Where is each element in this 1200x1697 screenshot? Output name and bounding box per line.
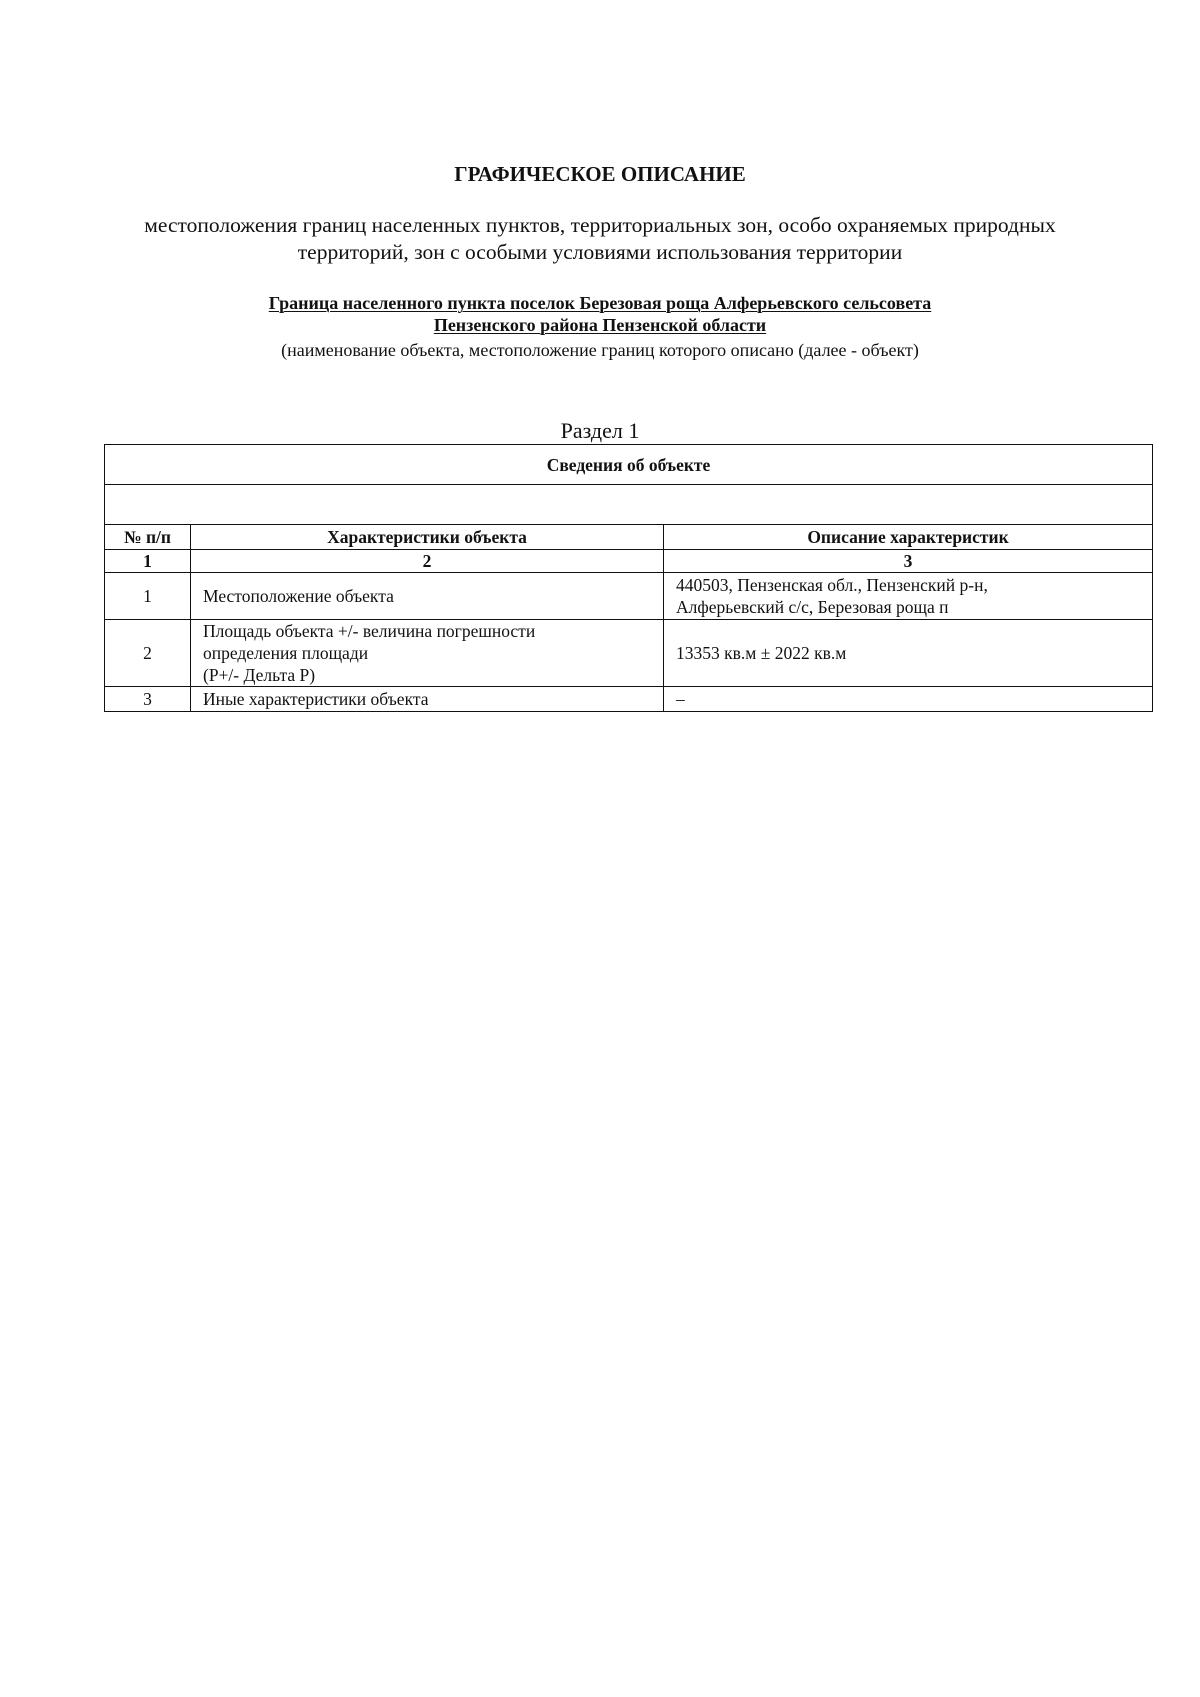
header-characteristic: Характеристики объекта <box>191 525 664 550</box>
section-label: Раздел 1 <box>560 418 640 443</box>
row-number: 1 <box>105 573 191 620</box>
document-subtitle <box>100 212 1100 266</box>
object-name <box>0 292 1200 336</box>
cell-line: – <box>676 689 685 709</box>
row-characteristic <box>191 620 664 687</box>
column-number: 3 <box>664 550 1153 573</box>
row-description <box>664 573 1153 620</box>
table-header-row <box>105 525 1153 550</box>
subtitle-line: территорий, зон с особыми условиями использования территории <box>297 240 903 264</box>
header-number: № п/п <box>105 525 191 550</box>
table-row <box>105 687 1153 712</box>
document-title: ГРАФИЧЕСКОЕ ОПИСАНИЕ <box>454 162 746 186</box>
column-number: 1 <box>105 550 191 573</box>
cell-line: 440503, Пензенская обл., Пензенский р-н, <box>676 575 988 595</box>
table-row <box>105 620 1153 687</box>
object-name-caption: (наименование объекта, местоположение границ которого описано (далее - объект) <box>281 340 919 360</box>
column-number: 2 <box>191 550 664 573</box>
cell-line: (P+/- Дельта P) <box>203 665 316 685</box>
cell-line: определения площади <box>203 643 369 663</box>
table-row <box>105 573 1153 620</box>
row-characteristic <box>191 687 664 712</box>
table-empty-row <box>105 485 1153 525</box>
row-number: 2 <box>105 620 191 687</box>
object-name-line: Граница населенного пункта поселок Березовая роща Алферьевского сельсовета <box>268 293 932 313</box>
table-empty-cell <box>105 485 1153 525</box>
cell-line: Алферьевский с/с, Березовая роща п <box>676 597 949 617</box>
cell-line: Местоположение объекта <box>203 586 394 606</box>
subtitle-line: местоположения границ населенных пунктов, территориальных зон, особо охраняемых природных <box>144 213 1056 237</box>
table-caption: Сведения об объекте <box>105 445 1153 485</box>
header-description: Описание характеристик <box>664 525 1153 550</box>
row-description <box>664 687 1153 712</box>
row-number: 3 <box>105 687 191 712</box>
table-column-numbers-row <box>105 550 1153 573</box>
cell-line: 13353 кв.м ± 2022 кв.м <box>676 643 847 663</box>
row-description <box>664 620 1153 687</box>
cell-line: Площадь объекта +/- величина погрешности <box>203 621 536 641</box>
object-info-table <box>104 444 1153 712</box>
object-name-line: Пензенского района Пензенской области <box>433 315 767 335</box>
cell-line: Иные характеристики объекта <box>203 689 429 709</box>
row-characteristic <box>191 573 664 620</box>
table-caption-row <box>105 445 1153 485</box>
